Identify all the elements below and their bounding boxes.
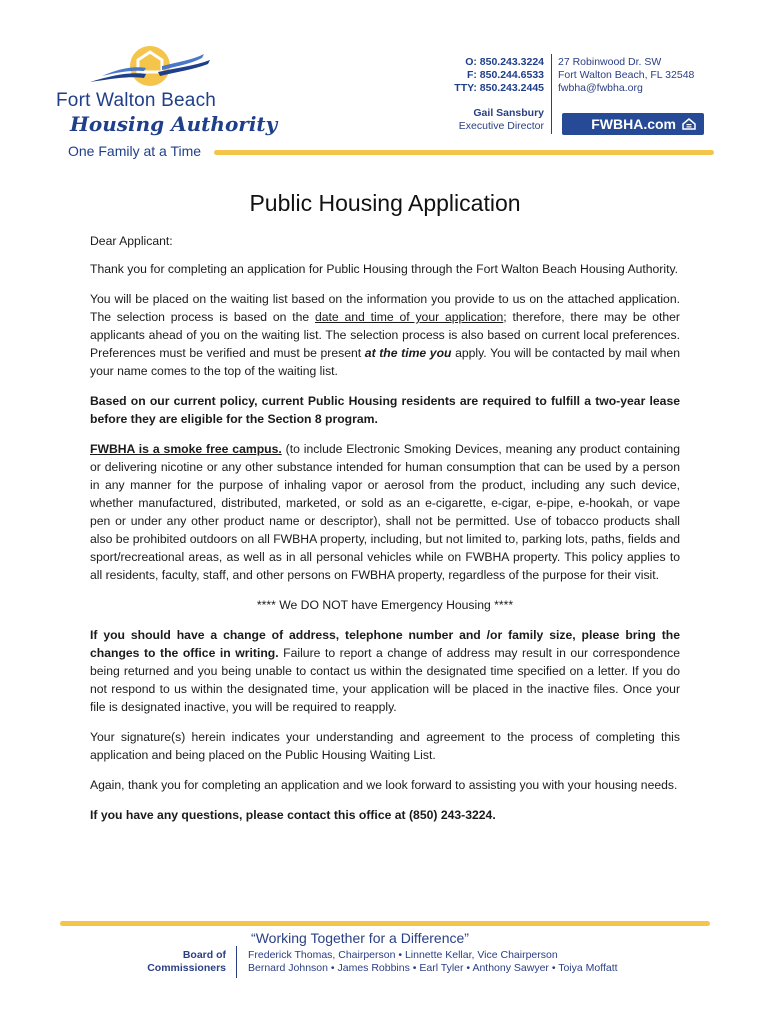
- email-address: fwbha@fwbha.org: [558, 82, 643, 94]
- board-divider: [236, 946, 237, 978]
- commissioners-list: [248, 949, 618, 975]
- address-line-2: Fort Walton Beach, FL 32548: [558, 69, 695, 81]
- letter-body: [90, 232, 680, 836]
- footer-motto: “Working Together for a Difference”: [251, 930, 469, 946]
- paragraph-closing: Again, thank you for completing an application and we look forward to assisting you with your housing needs.: [90, 778, 678, 792]
- page-title: Public Housing Application: [249, 190, 521, 216]
- paragraph-section-8-policy: Based on our current policy, current Public Housing residents are required to fulfill a two-year lease before they are eligible for the Section 8 program.: [90, 394, 680, 426]
- housing-authority-logo-icon: [86, 44, 216, 90]
- address-line-1: 27 Robinwood Dr. SW: [558, 56, 662, 68]
- board-label: Board of Commissioners: [147, 949, 226, 974]
- tty-number: TTY: 850.243.2445: [454, 82, 544, 94]
- contact-office-line: If you have any questions, please contact this office at (850) 243-3224.: [90, 808, 496, 822]
- fax-number: F: 850.244.6533: [466, 69, 544, 81]
- salutation: Dear Applicant:: [90, 234, 173, 248]
- commissioners-line-1: Frederick Thomas, Chairperson • Linnette Kellar, Vice Chairperson: [248, 949, 558, 961]
- website-badge: [562, 113, 704, 135]
- paragraph-smoke-free: FWBHA is a smoke free campus. (to include Electronic Smoking Devices, meaning any product containing or delivering nicotine or any other substance intended for human consumption that can be used by a person in any manner for the purpose of inhaling vapor or aerosol from the product, including any such device, whether manufactured, distributed, marketed, or sold as an e-cigarette, e-cigar, e-pipe, e-hookah, or vape pen or under any other product name or descriptor), shall not be permitted. Use of tobacco products shall also be prohibited outdoors on all FWBHA property, including, but not limited to, parking lots, paths, fields and sport/recreational areas, as well as in all personal vehicles while on FWBHA property. This policy applies to all residents, faculty, staff, and other persons on FWBHA property, regardless of the purpose for their visit.: [90, 442, 680, 582]
- commissioners-line-2: Bernard Johnson • James Robbins • Earl Tyler • Anthony Sawyer • Toiya Moffatt: [248, 962, 618, 974]
- paragraph-waiting-list: You will be placed on the waiting list based on the information you provide to us on the attached application. The selection process is based on the date and time of your application; therefore, there may be other applicants ahead of you on the waiting list. The selection process is also based on current local preferences. Preferences must be verified and must be present at the time you apply. You will be contacted by mail when your name comes to the top of the waiting list.: [90, 292, 680, 378]
- smoke-free-heading: FWBHA is a smoke free campus.: [90, 442, 282, 456]
- contact-numbers: [420, 56, 544, 95]
- paragraph-thank-you: Thank you for completing an application for Public Housing through the Fort Walton Beach Housing Authority.: [90, 262, 679, 276]
- organization-subtitle: Housing Authority: [70, 112, 278, 136]
- paragraph-signature: Your signature(s) herein indicates your understanding and agreement to the process of completing this application and being placed on the Public Housing Waiting List.: [90, 730, 680, 762]
- organization-name: Fort Walton Beach: [56, 90, 217, 111]
- equal-housing-home-icon: [682, 118, 696, 130]
- tagline-brush-stroke: [214, 150, 714, 155]
- date-time-emphasis: date and time of your application: [314, 310, 504, 324]
- phone-number: O: 850.243.3224: [465, 56, 544, 68]
- director-title: Executive Director: [458, 120, 544, 132]
- website-label: FWBHA.com: [591, 116, 676, 132]
- time-emphasis: at the time you: [364, 346, 452, 360]
- executive-director: [440, 107, 544, 133]
- paragraph-change-of-address: If you should have a change of address, telephone number and /or family size, please bring the changes to the office in writing. Failure to report a change of address may result in our correspondence being returned and you being unable to contact us within the designated time specified on a letter. If you do not respond to us within the designated time, your application will be placed in the inactive files. Once your file is designated inactive, you will be required to reapply.: [90, 628, 680, 714]
- emergency-housing-notice: **** We DO NOT have Emergency Housing ****: [256, 598, 514, 612]
- contact-address: [558, 56, 694, 95]
- change-of-address-emphasis: If you should have a change of address, telephone number and /or family size, please bring the changes to the office in writing.: [90, 628, 680, 660]
- director-name: Gail Sansbury: [473, 107, 544, 119]
- contact-divider: [551, 54, 552, 134]
- footer-brush-stroke: [60, 921, 710, 926]
- organization-logo: [52, 44, 278, 164]
- organization-tagline: One Family at a Time: [68, 143, 202, 159]
